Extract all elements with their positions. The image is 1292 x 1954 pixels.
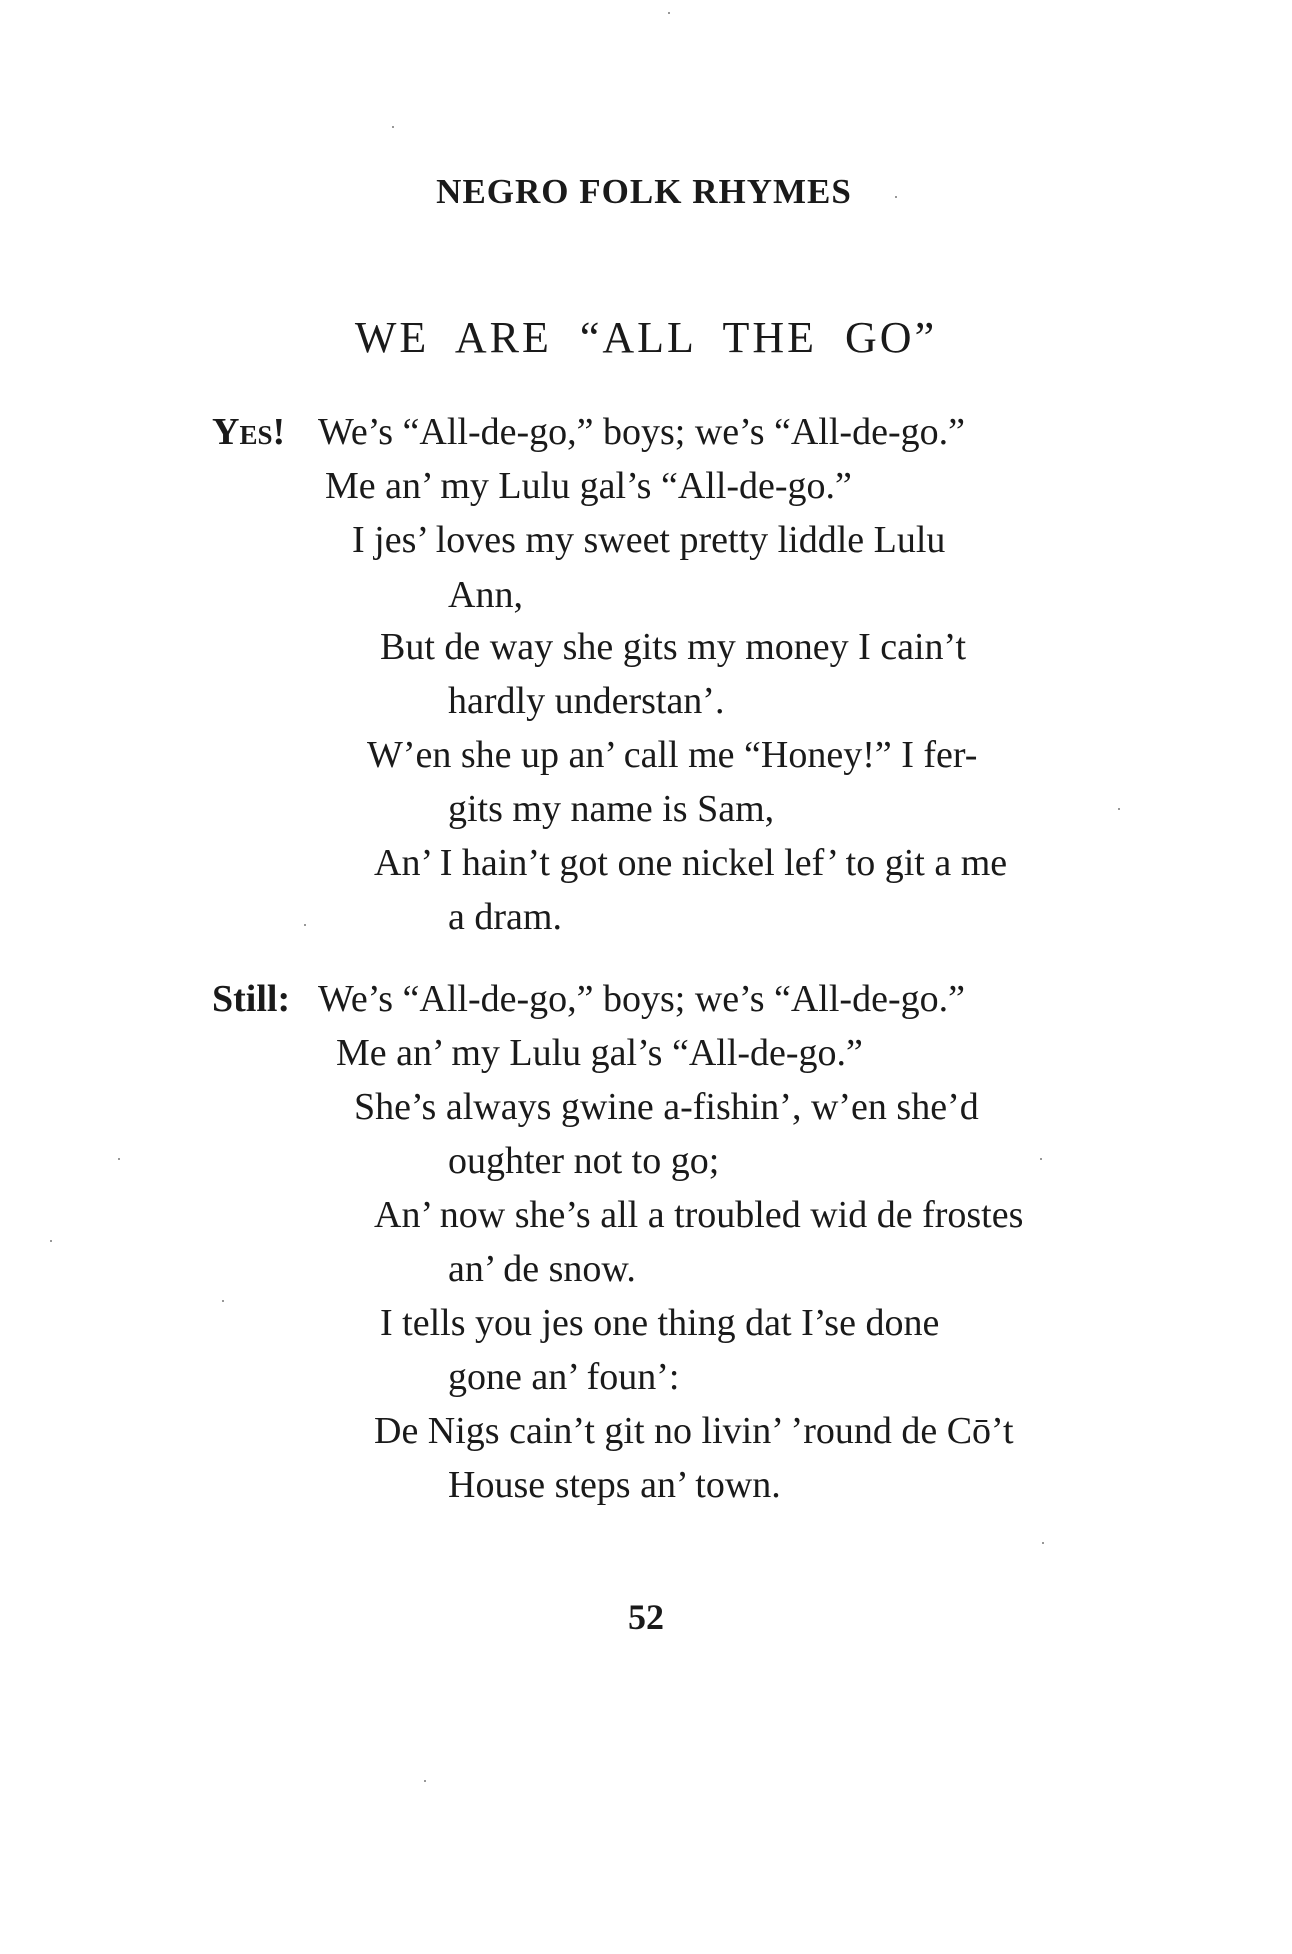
page-number: 52: [628, 1597, 664, 1637]
stanza-2-line-3: She’s always gwine a-fishin’, w’en she’d: [354, 1086, 979, 1128]
running-head: NEGRO FOLK RHYMES: [436, 172, 852, 211]
stanza-1-line-8: gits my name is Sam,: [448, 788, 775, 830]
stanza-2-lead: Still:: [212, 978, 291, 1020]
scan-speck: [1040, 1158, 1042, 1160]
stanza-2-line-2: Me an’ my Lulu gal’s “All-de-go.”: [336, 1032, 863, 1074]
stanza-1-line-7: W’en she up an’ call me “Honey!” I fer-: [367, 734, 978, 776]
stanza-2-line-7: I tells you jes one thing dat I’se done: [380, 1302, 940, 1344]
scan-speck: [222, 1300, 224, 1302]
scan-speck: [1042, 1542, 1044, 1544]
stanza-1-line-3: I jes’ loves my sweet pretty liddle Lulu: [352, 519, 946, 561]
stanza-1-line-10: a dram.: [448, 896, 562, 938]
scan-speck: [304, 924, 306, 926]
stanza-1-line-6: hardly understan’.: [448, 680, 725, 722]
scan-speck: [118, 1158, 120, 1160]
stanza-2-line-1: We’s “All-de-go,” boys; we’s “All-de-go.”: [318, 978, 965, 1020]
poem-title: WE ARE “ALL THE GO”: [354, 313, 938, 362]
scan-speck: [1118, 808, 1120, 810]
stanza-1-lead: Yes!: [212, 411, 286, 453]
stanza-1-line-5: But de way she gits my money I cain’t: [380, 626, 967, 668]
scan-speck: [895, 196, 897, 198]
scan-speck: [50, 1240, 52, 1242]
stanza-1-line-2: Me an’ my Lulu gal’s “All-de-go.”: [325, 465, 852, 507]
stanza-2-line-4: oughter not to go;: [448, 1140, 720, 1182]
stanza-2-line-6: an’ de snow.: [448, 1248, 636, 1290]
stanza-2-line-5: An’ now she’s all a troubled wid de frostes: [374, 1194, 1024, 1236]
scan-speck: [668, 12, 670, 14]
stanza-1-line-9: An’ I hain’t got one nickel lef’ to git a me: [374, 842, 1008, 884]
stanza-2-line-9: De Nigs cain’t git no livin’ ’round de Cō’t: [374, 1410, 1014, 1452]
stanza-1-line-4: Ann,: [448, 574, 523, 616]
scan-speck: [424, 1780, 426, 1782]
stanza-2-line-8: gone an’ foun’:: [448, 1356, 680, 1398]
scan-speck: [392, 126, 394, 128]
stanza-1-line-1: We’s “All-de-go,” boys; we’s “All-de-go.”: [318, 411, 965, 453]
stanza-2-line-10: House steps an’ town.: [448, 1464, 781, 1506]
